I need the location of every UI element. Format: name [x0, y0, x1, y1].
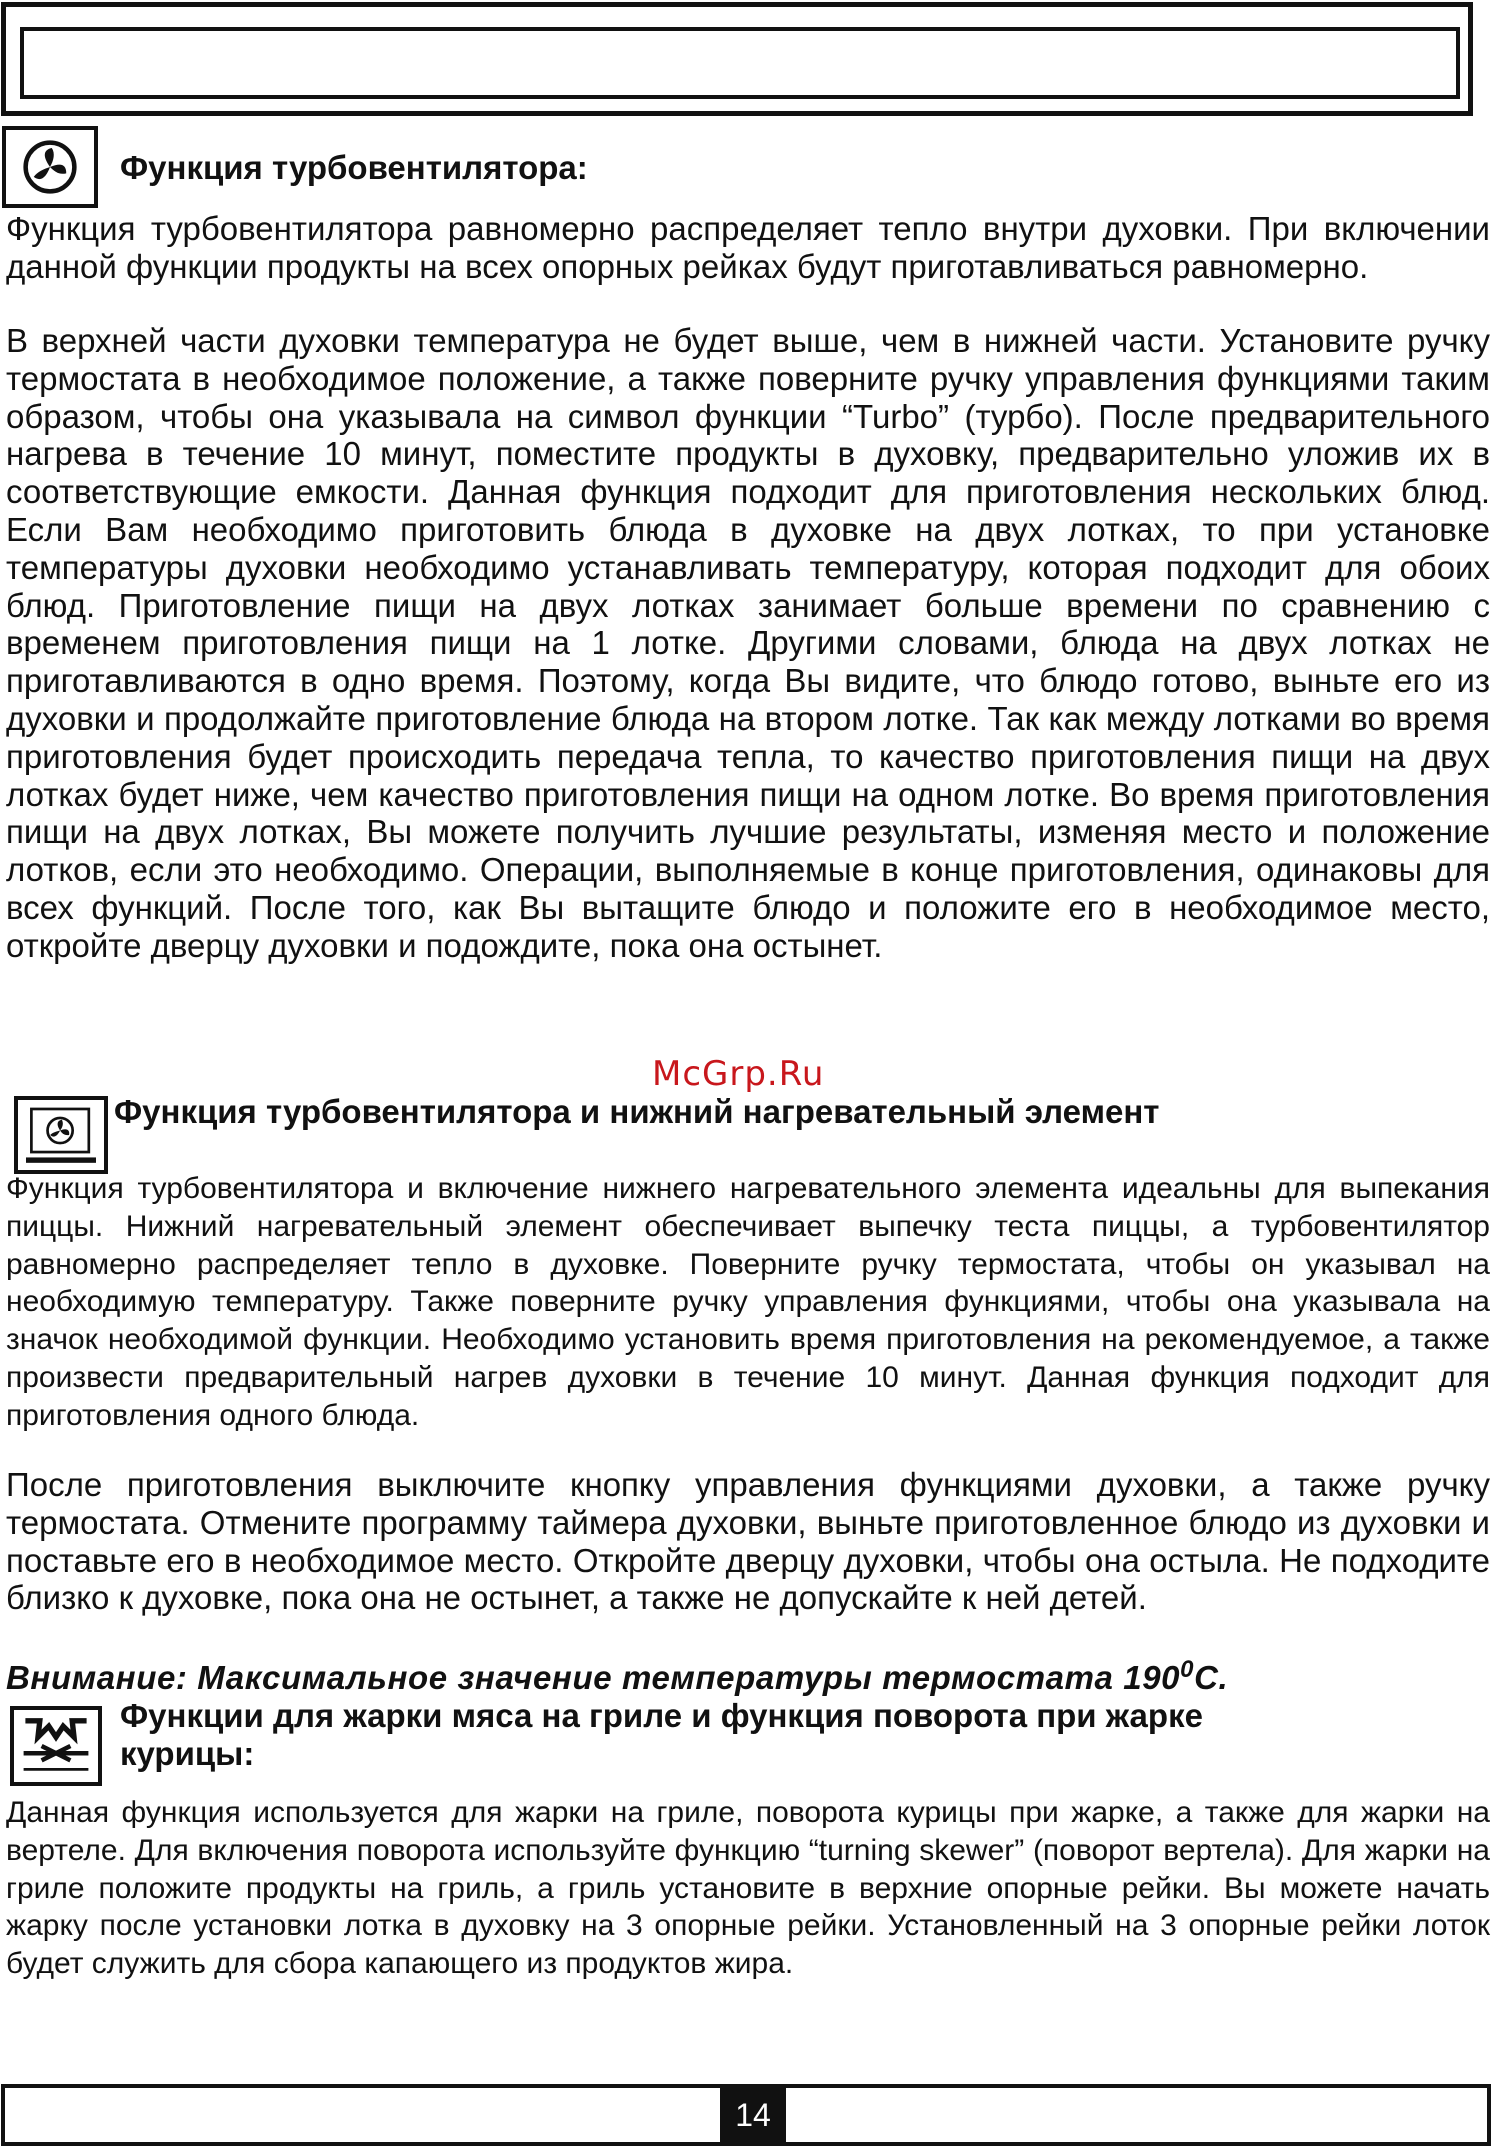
degree-superscript: 0 [1180, 1656, 1195, 1683]
fan-bottom-heater-icon [14, 1096, 108, 1174]
warning-unit: C. [1194, 1659, 1229, 1696]
watermark: McGrp.Ru [652, 1054, 825, 1094]
paragraph: После приготовления выключите кнопку управления функциями духовки, а также ручку термостата. Отмените программу таймера духовки, выньте приготовленное блюдо из духовки и поставьте его в необходимое место. Откройте дверцу духовки, чтобы она остыла. Не подходите близко к духовке, пока она не остынет, а также не допускайте к ней детей. [6, 1466, 1490, 1617]
section-heading-grill-line2: курицы: [120, 1735, 255, 1772]
grill-turnspit-icon [10, 1706, 102, 1786]
section-heading-turbo: Функция турбовентилятора: [120, 149, 588, 186]
warning-text: Внимание: Максимальное значение температуры термостата 190 [6, 1659, 1181, 1696]
paragraph: В верхней части духовки температура не будет выше, чем в нижней части. Установите ручку термостата в необходимое положение, а также поверните ручку управления функциями таким образом, чтобы она указывала на символ функции “Turbo” (турбо). После предварительного нагрева в течение 10 минут, поместите продукты в духовку, предварительно уложив их в соответствующие емкости. Данная функция подходит для приготовления нескольких блюд. Если Вам необходимо приготовить блюда в духовке на двух лотках, то при установке температуры духовки необходимо устанавливать температуру, которая подходит для обоих блюд. Приготовление пищи на двух лотках занимает больше времени по сравнению с временем приготовления пищи на 1 лотке. Другими словами, блюда на двух лотках не приготавливаются в одно время. Поэтому, когда Вы видите, что блюдо готово, выньте его из духовки и продолжайте приготовление блюда на втором лотке. Так как между лотками во время приготовления будет происходить передача тепла, то качество приготовления пищи на двух лотках будет ниже, чем качество приготовления пищи на одном лотке. Во время приготовления пищи на двух лотках, Вы можете получить лучшие результаты, изменяя место и положение лотков, если это необходимо. Операции, выполняемые в конце приготовления, одинаковы для всех функций. После того, как Вы вытащите блюдо и положите его в необходимое место, откройте дверцу духовки и подождите, пока она остынет. [6, 322, 1490, 964]
warning-note [6, 1650, 1228, 1698]
fan-icon [2, 126, 98, 208]
paragraph: Данная функция используется для жарки на гриле, поворота курицы при жарке, а также для жарки на вертеле. Для включения поворота используйте функцию “turning skewer” (поворот вертела). Для жарки на гриле положите продукты на гриль, а гриль установите в верхние опорные рейки. Вы можете начать жарку после установки лотка в духовку на 3 опорные рейки. Установленный на 3 опорные рейки лоток будет служить для сбора капающего из продуктов жира. [6, 1796, 1490, 1981]
paragraph: Функция турбовентилятора и включение нижнего нагревательного элемента идеальны для выпекания пиццы. Нижний нагревательный элемент обеспечивает выпечку теста пиццы, а турбовентилятор равномерно распределяет тепло в духовке. Поверните ручку термостата, чтобы он указывал на необходимую температуру. Также поверните ручку управления функциями, чтобы она указывала на значок необходимой функции. Необходимо установить время приготовления на рекомендуемое, а также произвести предварительный нагрев духовки в течение 10 минут. Данная функция подходит для приготовления одного блюда. [6, 1172, 1490, 1432]
section-heading-turbo-bottom: Функция турбовентилятора и нижний нагревательный элемент [114, 1093, 1160, 1130]
section-heading-grill-line1: Функции для жарки мяса на гриле и функция поворота при жарке [120, 1697, 1203, 1734]
header-frame [1, 2, 1473, 116]
paragraph: Функция турбовентилятора равномерно распределяет тепло внутри духовки. При включении данной функции продукты на всех опорных рейках будут приготавливаться равномерно. [6, 210, 1490, 285]
header-inner-frame [20, 27, 1460, 99]
page-number: 14 [720, 2088, 786, 2142]
